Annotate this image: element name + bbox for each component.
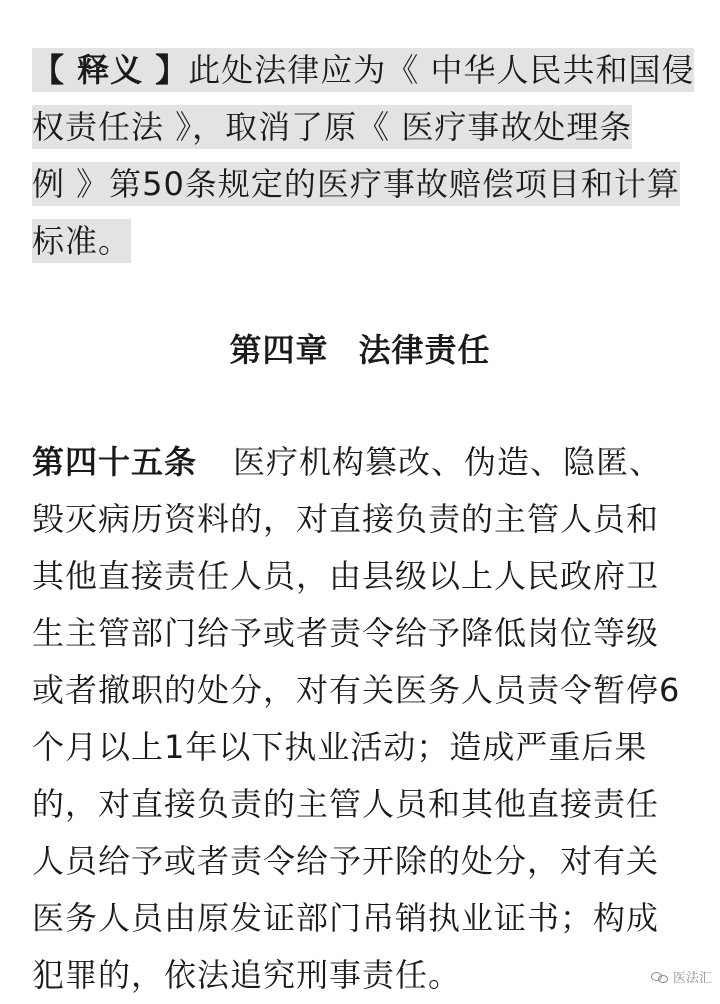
interpretation-text: 此处法律应为《 中华人民共和国侵 <box>188 51 695 89</box>
article-line: 医务人员由原发证部门吊销执业证书；构成 <box>32 899 660 937</box>
article-text: 医疗机构篡改、伪造、隐匿、 <box>233 443 663 481</box>
article-line: 其他直接责任人员，由县级以上人民政府卫 <box>32 557 660 595</box>
interpretation-label: 【 释义 】 <box>32 51 189 89</box>
watermark-text: 医法汇 <box>672 970 712 985</box>
article-line: 毁灭病历资料的，对直接负责的主管人员和 <box>32 500 660 538</box>
article-paragraph <box>32 434 690 1004</box>
article-title: 第四十五条 <box>32 443 198 481</box>
article-line: 个月以上1年以下执业活动；造成严重后果 <box>32 728 648 766</box>
interpretation-line <box>32 40 695 97</box>
article-line: 的，对直接负责的主管人员和其他直接责任 <box>32 785 660 823</box>
article-line: 人员给予或者责令给予开除的处分，对有关 <box>32 842 660 880</box>
article-line <box>32 434 690 491</box>
interpretation-line <box>32 97 690 154</box>
chapter-number: 第四章 <box>229 331 329 369</box>
interpretation-paragraph <box>32 40 695 268</box>
chapter-heading <box>0 322 720 379</box>
article-line: 或者撤职的处分，对有关医务人员责令暂停6 <box>32 671 681 709</box>
interpretation-line <box>32 154 690 211</box>
chapter-title: 法律责任 <box>358 331 491 369</box>
interpretation-text: 例 》第50条规定的医疗事故赔偿项目和计算 <box>32 162 680 206</box>
wechat-icon <box>651 971 667 982</box>
article-line: 犯罪的，依法追究刑事责任。 <box>32 956 462 994</box>
interpretation-text: 标准。 <box>32 219 131 263</box>
article-line: 生主管部门给予或者责令给予降低岗位等级 <box>32 614 660 652</box>
interpretation-text: 权责任法 》，取消了原《 医疗事故处理条 <box>32 105 632 149</box>
interpretation-line <box>32 211 690 268</box>
watermark <box>651 967 712 985</box>
